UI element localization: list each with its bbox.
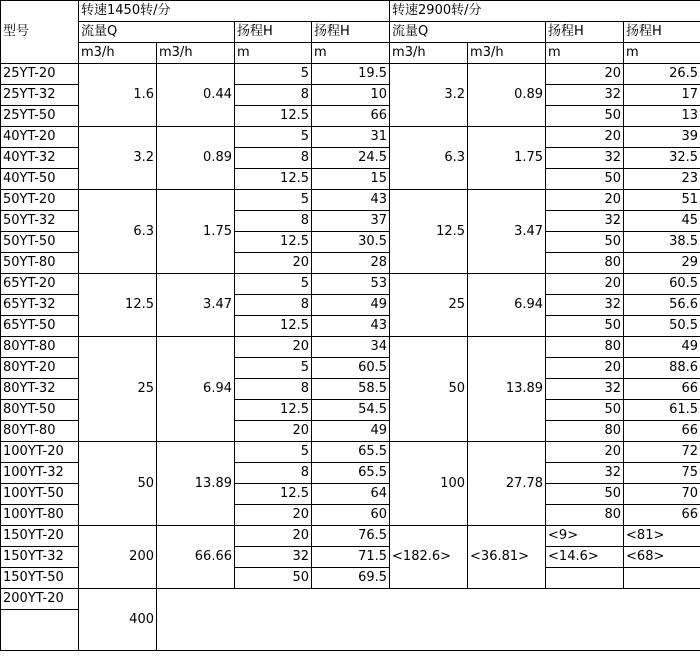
head-2900-a-cell: 50 xyxy=(546,484,624,505)
head-1450-b-cell: 69.5 xyxy=(312,568,390,589)
head-2900-b-cell: 75 xyxy=(624,463,700,484)
model-cell: 80YT-50 xyxy=(1,400,79,421)
head-1450-b-cell: 76.5 xyxy=(312,526,390,547)
unit-head-1450-b: m xyxy=(312,43,390,64)
head-2900-b-cell: 29 xyxy=(624,253,700,274)
flow-1450-b-cell: 6.94 xyxy=(157,337,235,442)
unit-flow-1450-b: m3/h xyxy=(157,43,235,64)
header-speed-1450: 转速1450转/分 xyxy=(79,1,390,22)
head-2900-b-cell: 50.5 xyxy=(624,316,700,337)
head-2900-a-cell: 20 xyxy=(546,358,624,379)
model-cell: 65YT-20 xyxy=(1,274,79,295)
model-cell: 25YT-32 xyxy=(1,85,79,106)
unit-flow-2900-a: m3/h xyxy=(390,43,468,64)
head-1450-a-cell: 20 xyxy=(235,526,312,547)
head-1450-a-cell: 5 xyxy=(235,442,312,463)
head-1450-b-cell: 31 xyxy=(312,127,390,148)
flow-2900-a-cell: 3.2 xyxy=(390,64,468,127)
head-2900-a-cell: 32 xyxy=(546,463,624,484)
table-row xyxy=(1,442,700,463)
flow-1450-b-cell: 3.47 xyxy=(157,274,235,337)
flow-1450-b-cell: 0.89 xyxy=(157,127,235,190)
model-cell: 100YT-50 xyxy=(1,484,79,505)
head-1450-b-cell: 60.5 xyxy=(312,358,390,379)
header-flow-2900: 流量Q xyxy=(390,22,546,43)
head-1450-b-cell: 28 xyxy=(312,253,390,274)
model-cell: 25YT-20 xyxy=(1,64,79,85)
head-1450-b-cell: 65.5 xyxy=(312,463,390,484)
flow-2900-a-cell: 12.5 xyxy=(390,190,468,274)
head-1450-b-cell: 71.5 xyxy=(312,547,390,568)
flow-2900-b-cell: 6.94 xyxy=(468,274,546,337)
head-1450-a-cell: 20 xyxy=(235,337,312,358)
head-2900-b-cell: 13 xyxy=(624,106,700,127)
head-2900-a-cell: 20 xyxy=(546,64,624,85)
head-2900-b-cell: 66 xyxy=(624,505,700,526)
head-1450-a-cell: 5 xyxy=(235,358,312,379)
head-2900-b-cell: 70 xyxy=(624,484,700,505)
head-1450-a-cell: 50 xyxy=(235,568,312,589)
head-1450-b-cell: 66 xyxy=(312,106,390,127)
head-1450-a-cell: 12.5 xyxy=(235,484,312,505)
flow-1450-a-cell: 50 xyxy=(79,442,157,526)
unit-flow-2900-b: m3/h xyxy=(468,43,546,64)
head-2900-a-cell: 50 xyxy=(546,316,624,337)
head-2900-b-cell: 45 xyxy=(624,211,700,232)
head-2900-b-cell: 38.5 xyxy=(624,232,700,253)
head-2900-a-cell: 20 xyxy=(546,274,624,295)
head-2900-b-cell xyxy=(624,568,700,589)
model-cell: 150YT-20 xyxy=(1,526,79,547)
flow-2900-b-cell: 1.75 xyxy=(468,127,546,190)
header-head-1450-a: 扬程H xyxy=(235,22,312,43)
model-cell: 150YT-50 xyxy=(1,568,79,589)
table-row xyxy=(1,526,700,547)
model-cell: 50YT-50 xyxy=(1,232,79,253)
head-2900-a-cell: 32 xyxy=(546,379,624,400)
head-2900-b-cell: 39 xyxy=(624,127,700,148)
flow-2900-a-cell: 25 xyxy=(390,274,468,337)
head-2900-b-cell: 61.5 xyxy=(624,400,700,421)
unit-head-2900-a: m xyxy=(546,43,624,64)
head-2900-b-cell: 51 xyxy=(624,190,700,211)
head-2900-a-cell: 80 xyxy=(546,337,624,358)
head-2900-a-cell: 20 xyxy=(546,190,624,211)
empty-area xyxy=(157,589,700,651)
header-head-2900-a: 扬程H xyxy=(546,22,624,43)
model-cell: 100YT-20 xyxy=(1,442,79,463)
flow-2900-b-cell: 13.89 xyxy=(468,337,546,442)
head-1450-b-cell: 43 xyxy=(312,316,390,337)
head-2900-b-cell: 32.5 xyxy=(624,148,700,169)
flow-1450-b-cell: 1.75 xyxy=(157,190,235,274)
head-2900-b-cell: 72 xyxy=(624,442,700,463)
header-model: 型号 xyxy=(1,1,79,64)
head-1450-a-cell: 20 xyxy=(235,421,312,442)
model-cell: 50YT-80 xyxy=(1,253,79,274)
head-1450-a-cell: 12.5 xyxy=(235,169,312,190)
head-2900-a-cell: 20 xyxy=(546,442,624,463)
head-2900-a-cell: 32 xyxy=(546,211,624,232)
head-1450-a-cell: 5 xyxy=(235,64,312,85)
head-1450-a-cell: 8 xyxy=(235,211,312,232)
model-cell: 80YT-80 xyxy=(1,337,79,358)
head-1450-a-cell: 12.5 xyxy=(235,400,312,421)
head-2900-a-cell: 80 xyxy=(546,421,624,442)
model-cell: 65YT-32 xyxy=(1,295,79,316)
head-1450-a-cell: 5 xyxy=(235,274,312,295)
flow-1450-b-cell: 66.66 xyxy=(157,526,235,589)
table-row xyxy=(1,589,700,610)
head-2900-a-cell: 50 xyxy=(546,232,624,253)
table-row xyxy=(1,127,700,148)
unit-flow-1450-a: m3/h xyxy=(79,43,157,64)
flow-1450-b-cell: 13.89 xyxy=(157,442,235,526)
head-2900-b-cell: <68> xyxy=(624,547,700,568)
flow-2900-a-cell: 50 xyxy=(390,337,468,442)
flow-2900-a-cell: <182.6> xyxy=(390,526,468,589)
flow-2900-a-cell: 6.3 xyxy=(390,127,468,190)
table-row xyxy=(1,337,700,358)
head-2900-a-cell: 80 xyxy=(546,505,624,526)
head-1450-a-cell: 32 xyxy=(235,547,312,568)
head-2900-b-cell: <81> xyxy=(624,526,700,547)
head-1450-a-cell: 12.5 xyxy=(235,316,312,337)
head-2900-b-cell: 23 xyxy=(624,169,700,190)
model-cell: 40YT-50 xyxy=(1,169,79,190)
head-1450-b-cell: 65.5 xyxy=(312,442,390,463)
head-2900-b-cell: 49 xyxy=(624,337,700,358)
header-speed-2900: 转速2900转/分 xyxy=(390,1,700,22)
head-1450-b-cell: 49 xyxy=(312,295,390,316)
flow-2900-a-cell: 100 xyxy=(390,442,468,526)
head-1450-b-cell: 64 xyxy=(312,484,390,505)
head-1450-b-cell: 58.5 xyxy=(312,379,390,400)
header-flow-1450: 流量Q xyxy=(79,22,235,43)
head-2900-a-cell: 50 xyxy=(546,106,624,127)
flow-1450-a-cell: 12.5 xyxy=(79,274,157,337)
head-2900-a-cell: 20 xyxy=(546,127,624,148)
head-1450-a-cell: 8 xyxy=(235,148,312,169)
table-row xyxy=(1,64,700,85)
flow-1450-a-cell: 200 xyxy=(79,526,157,589)
head-2900-a-cell: 32 xyxy=(546,295,624,316)
model-cell: 80YT-80 xyxy=(1,421,79,442)
model-cell: 50YT-32 xyxy=(1,211,79,232)
flow-2900-b-cell: 27.78 xyxy=(468,442,546,526)
table-row xyxy=(1,190,700,211)
head-2900-b-cell: 56.6 xyxy=(624,295,700,316)
head-2900-b-cell: 60.5 xyxy=(624,274,700,295)
head-2900-a-cell: <14.6> xyxy=(546,547,624,568)
head-1450-a-cell: 8 xyxy=(235,463,312,484)
header-head-1450-b: 扬程H xyxy=(312,22,390,43)
head-2900-a-cell xyxy=(546,568,624,589)
model-cell: 50YT-20 xyxy=(1,190,79,211)
unit-head-2900-b: m xyxy=(624,43,700,64)
head-1450-a-cell: 5 xyxy=(235,127,312,148)
flow-1450-a-cell: 400 xyxy=(79,589,157,651)
head-2900-b-cell: 17 xyxy=(624,85,700,106)
head-1450-a-cell: 8 xyxy=(235,295,312,316)
head-2900-a-cell: 50 xyxy=(546,400,624,421)
head-1450-b-cell: 54.5 xyxy=(312,400,390,421)
head-2900-b-cell: 66 xyxy=(624,379,700,400)
flow-2900-b-cell: 3.47 xyxy=(468,190,546,274)
head-2900-a-cell: 32 xyxy=(546,148,624,169)
head-1450-a-cell: 8 xyxy=(235,379,312,400)
head-1450-b-cell: 10 xyxy=(312,85,390,106)
model-cell: 40YT-20 xyxy=(1,127,79,148)
flow-2900-b-cell: <36.81> xyxy=(468,526,546,589)
head-1450-b-cell: 43 xyxy=(312,190,390,211)
model-cell xyxy=(1,610,79,651)
head-1450-b-cell: 37 xyxy=(312,211,390,232)
model-cell: 100YT-32 xyxy=(1,463,79,484)
head-1450-b-cell: 15 xyxy=(312,169,390,190)
flow-1450-a-cell: 6.3 xyxy=(79,190,157,274)
flow-1450-a-cell: 1.6 xyxy=(79,64,157,127)
header-head-2900-b: 扬程H xyxy=(624,22,700,43)
model-cell: 150YT-32 xyxy=(1,547,79,568)
model-cell: 80YT-32 xyxy=(1,379,79,400)
head-1450-a-cell: 20 xyxy=(235,505,312,526)
head-1450-b-cell: 19.5 xyxy=(312,64,390,85)
head-2900-b-cell: 88.6 xyxy=(624,358,700,379)
model-cell: 200YT-20 xyxy=(1,589,79,610)
model-cell: 100YT-80 xyxy=(1,505,79,526)
flow-1450-a-cell: 3.2 xyxy=(79,127,157,190)
flow-1450-b-cell: 0.44 xyxy=(157,64,235,127)
head-1450-a-cell: 8 xyxy=(235,85,312,106)
unit-head-1450-a: m xyxy=(235,43,312,64)
flow-1450-a-cell: 25 xyxy=(79,337,157,442)
head-2900-b-cell: 66 xyxy=(624,421,700,442)
head-1450-b-cell: 60 xyxy=(312,505,390,526)
head-2900-a-cell: 50 xyxy=(546,169,624,190)
head-1450-b-cell: 53 xyxy=(312,274,390,295)
head-1450-b-cell: 30.5 xyxy=(312,232,390,253)
head-1450-a-cell: 20 xyxy=(235,253,312,274)
head-1450-b-cell: 34 xyxy=(312,337,390,358)
head-1450-a-cell: 12.5 xyxy=(235,232,312,253)
head-2900-a-cell: <9> xyxy=(546,526,624,547)
head-2900-a-cell: 80 xyxy=(546,253,624,274)
head-1450-a-cell: 12.5 xyxy=(235,106,312,127)
head-2900-b-cell: 26.5 xyxy=(624,64,700,85)
head-1450-a-cell: 5 xyxy=(235,190,312,211)
table-row xyxy=(1,274,700,295)
model-cell: 25YT-50 xyxy=(1,106,79,127)
head-1450-b-cell: 24.5 xyxy=(312,148,390,169)
model-cell: 40YT-32 xyxy=(1,148,79,169)
model-cell: 65YT-50 xyxy=(1,316,79,337)
head-1450-b-cell: 49 xyxy=(312,421,390,442)
model-cell: 80YT-20 xyxy=(1,358,79,379)
flow-2900-b-cell: 0.89 xyxy=(468,64,546,127)
head-2900-a-cell: 32 xyxy=(546,85,624,106)
